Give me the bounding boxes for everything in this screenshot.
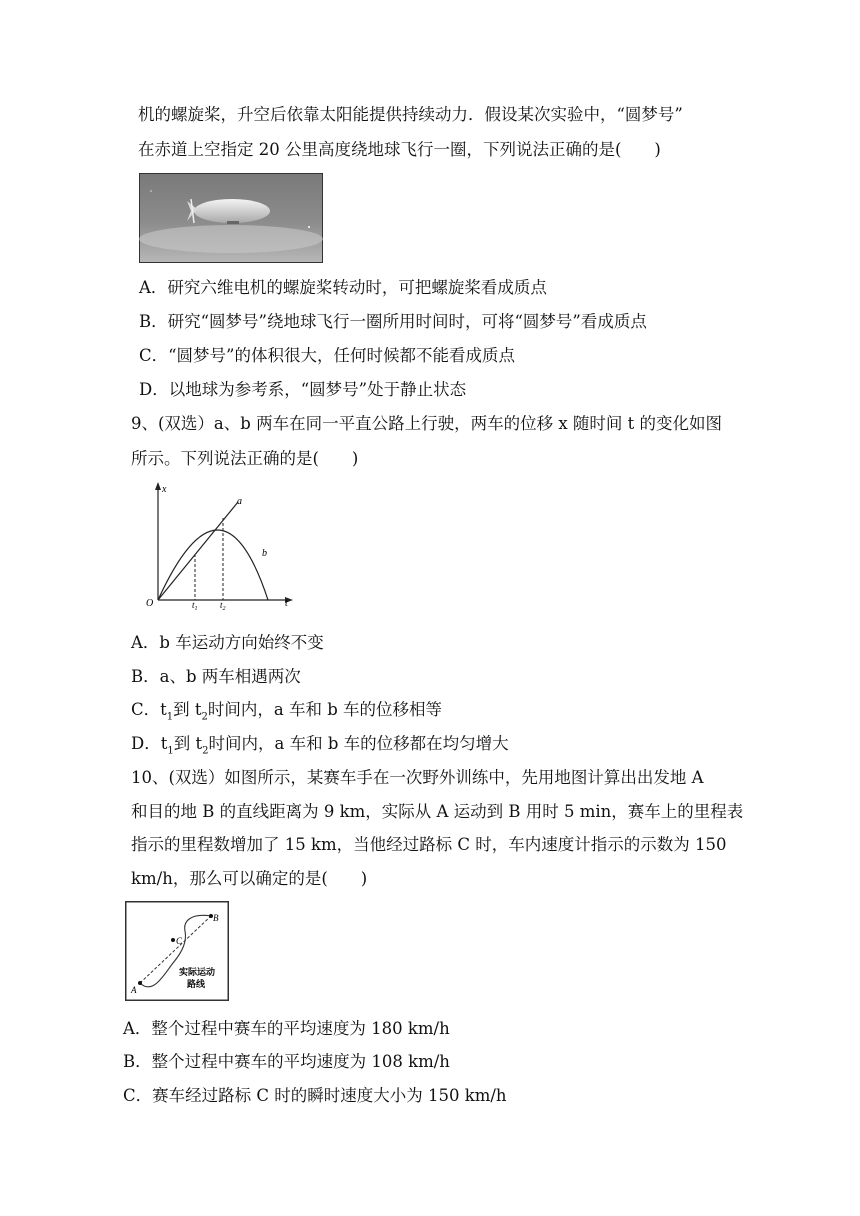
q10-stem-line-2: 和目的地 B 的直线距离为 9 km，实际从 A 运动到 B 用时 5 min，赛车上的里程表 bbox=[131, 802, 744, 821]
q10-option-a: A．整个过程中赛车的平均速度为 180 km/h bbox=[123, 1019, 450, 1038]
q9-option-c: C．$t_1$到 $t_2$时间内，a 车和 b 车的位移相等 bbox=[131, 700, 443, 723]
y-axis-label: x bbox=[162, 484, 167, 495]
point-c bbox=[171, 938, 175, 942]
q10-option-c: C．赛车经过路标 C 时的瞬时速度大小为 150 km/h bbox=[123, 1086, 507, 1105]
q9-stem-line-2: 所示。下列说法正确的是( ) bbox=[131, 449, 359, 468]
route-map bbox=[125, 901, 229, 1001]
q8-intro-line-2: 在赤道上空指定 20 公里高度绕地球飞行一圈，下列说法正确的是( ) bbox=[138, 140, 661, 159]
point-a bbox=[138, 981, 142, 985]
origin-label: O bbox=[146, 598, 154, 609]
q8-intro-line-1: 机的螺旋桨，升空后依靠太阳能提供持续动力．假设某次实验中，“圆梦号” bbox=[138, 105, 683, 124]
t2-label: $t_2$ bbox=[220, 600, 226, 612]
point-a-label: A bbox=[131, 985, 137, 995]
t1-label: $t_1$ bbox=[192, 600, 198, 612]
q9-option-b: B．a、b 两车相遇两次 bbox=[131, 667, 301, 686]
point-c-label: C bbox=[176, 936, 183, 946]
y-axis-arrow bbox=[155, 482, 161, 490]
curve-b-label: b bbox=[262, 548, 267, 559]
q10-stem-line-1: 10、(双选）如图所示，某赛车手在一次野外训练中，先用地图计算出出发地 A bbox=[131, 768, 704, 787]
curve-b bbox=[158, 530, 268, 600]
x-axis-label: t bbox=[285, 598, 288, 609]
q10-stem-line-4: km/h，那么可以确定的是( ) bbox=[131, 869, 368, 888]
line-a-label: a bbox=[237, 496, 242, 507]
path-label-1: 实际运动 bbox=[179, 967, 216, 977]
airship-photo bbox=[139, 173, 323, 263]
q10-option-b: B．整个过程中赛车的平均速度为 108 km/h bbox=[123, 1052, 450, 1071]
line-a bbox=[158, 502, 238, 600]
q9-option-a: A．b 车运动方向始终不变 bbox=[131, 633, 324, 652]
q8-option-b: B．研究“圆梦号”绕地球飞行一圈所用时间时，可将“圆梦号”看成质点 bbox=[139, 312, 647, 331]
point-b-label: B bbox=[213, 913, 219, 923]
q9-stem-line-1: 9、(双选）a、b 两车在同一平直公路上行驶，两车的位移 x 随时间 t 的变化如图 bbox=[131, 414, 722, 433]
path-label-2: 路线 bbox=[187, 979, 206, 989]
q10-stem-line-3: 指示的里程数增加了 15 km，当他经过路标 C 时，车内速度计指示的示数为 150 bbox=[131, 835, 727, 854]
q8-option-d: D．以地球为参考系，“圆梦号”处于静止状态 bbox=[139, 380, 467, 399]
q8-option-c: C．“圆梦号”的体积很大，任何时候都不能看成质点 bbox=[139, 346, 515, 365]
q9-option-d: D．$t_1$到 $t_2$时间内，a 车和 b 车的位移都在均匀增大 bbox=[131, 734, 509, 757]
position-time-graph bbox=[142, 478, 302, 614]
q8-option-a: A．研究六维电机的螺旋桨转动时，可把螺旋桨看成质点 bbox=[139, 278, 547, 297]
